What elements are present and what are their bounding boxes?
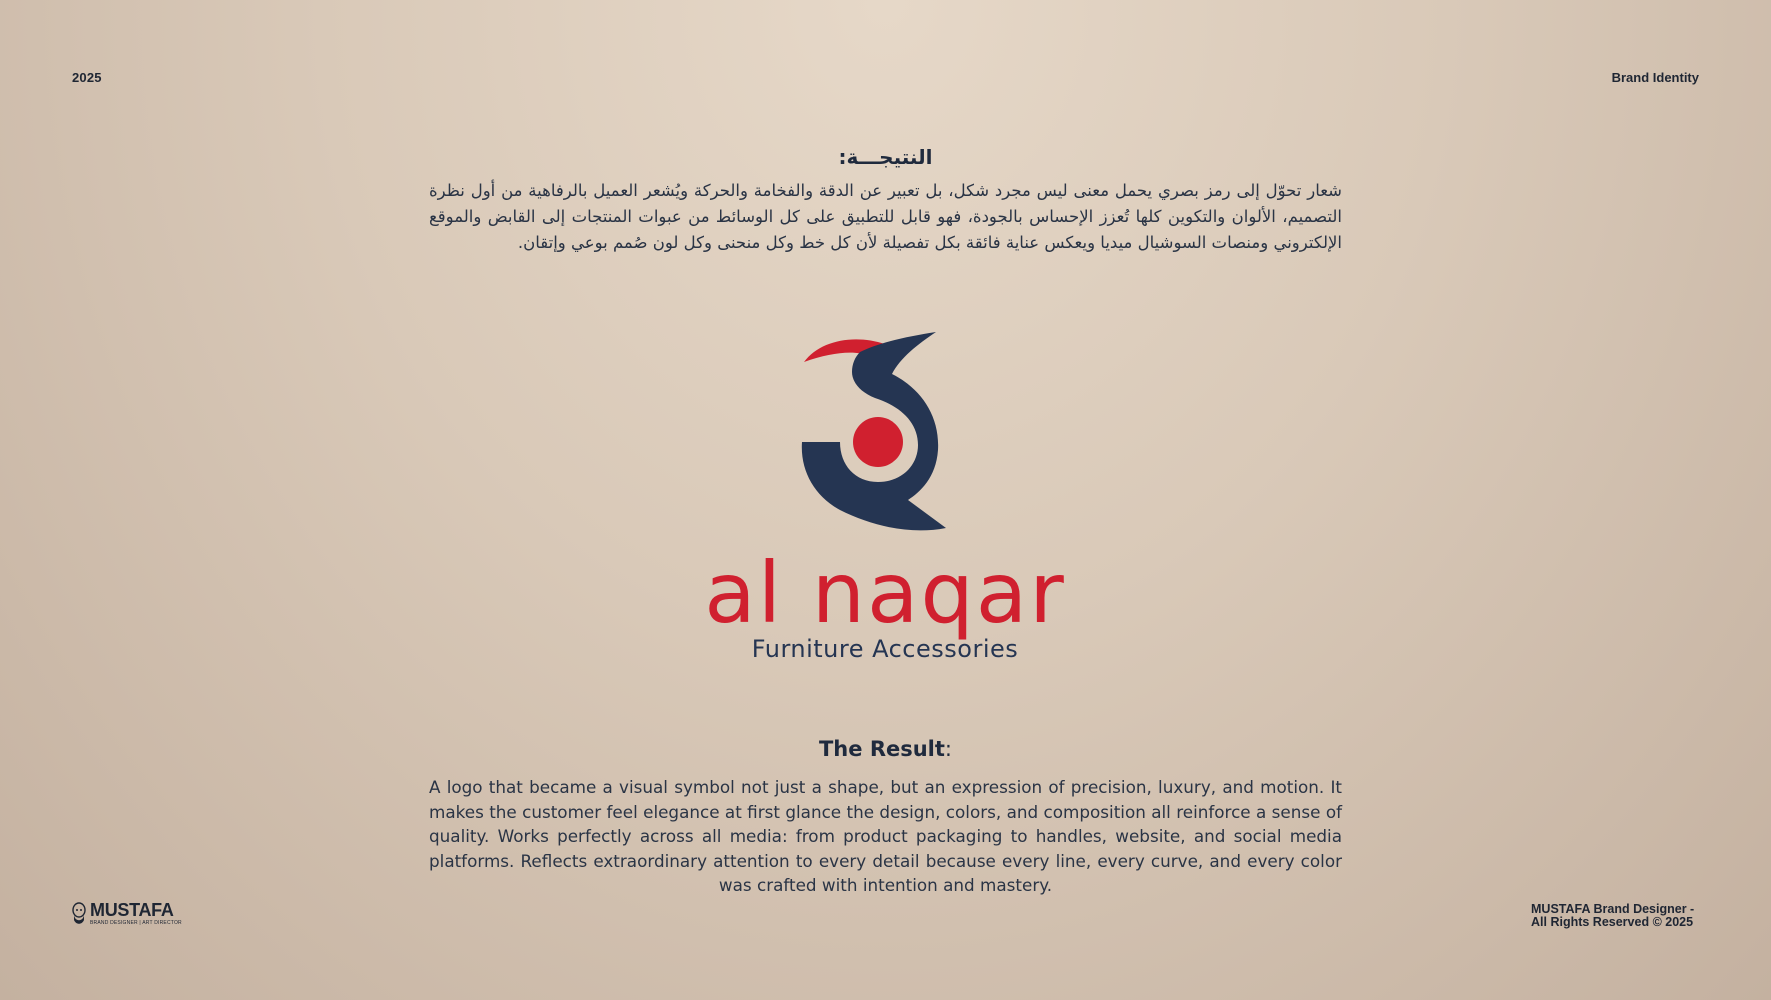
copyright-notice bbox=[1531, 903, 1694, 929]
logo-wordmark bbox=[660, 550, 1110, 640]
document-type-label: Brand Identity bbox=[1611, 70, 1699, 85]
arabic-result-text: شعار تحوّل إلى رمز بصري يحمل معنى ليس مجرد شكل، بل تعبير عن الدقة والفخامة والحركة ويُشعر العميل بالرفاهية من أول نظرة التصميم، الألوان والتكوين كلها تُعزز الإحساس بالجودة، فهو قابل للتطبيق على كل الوسائط من عبوات المنتجات إلى القابض والموقع الإلكتروني ومنصات السوشيال ميديا ويعكس عناية فائقة بكل تفصيلة لأن كل خط وكل منحنى وكل لون صُمم بوعي وإتقان. bbox=[429, 181, 1342, 252]
english-result-title-colon: : bbox=[944, 737, 952, 761]
designer-avatar-icon bbox=[72, 902, 86, 926]
logo-mark-icon bbox=[800, 330, 970, 535]
copyright-line-2: All Rights Reserved © 2025 bbox=[1531, 915, 1694, 929]
signature-role: BRAND DESIGNER | ART DIRECTOR bbox=[90, 920, 182, 926]
english-result-title-text: The Result bbox=[818, 737, 945, 761]
signature-name: MUSTAFA bbox=[90, 900, 174, 920]
brand-logo bbox=[660, 330, 1110, 675]
arabic-result-title: النتيجـــة: bbox=[838, 145, 933, 169]
english-result-text: A logo that became a visual symbol not just a shape, but an expression of precision, luxury, and motion. It makes the customer feel elegance at first glance the design, colors, and composition all reinforce a sense of quality. Works perfectly across all media: from product packaging to handles, website, and social media platforms. Reflects extraordinary attention to every detail because every line, every curve, and every color was crafted with intention and mastery. bbox=[429, 777, 1342, 895]
english-result-section bbox=[429, 735, 1342, 898]
designer-signature bbox=[72, 900, 182, 928]
year-label: 2025 bbox=[72, 70, 102, 85]
copyright-line-1: MUSTAFA Brand Designer - bbox=[1531, 902, 1695, 916]
logo-tagline: Furniture Accessories bbox=[751, 635, 1019, 663]
english-result-title bbox=[429, 735, 1342, 763]
signature-text bbox=[90, 901, 182, 927]
arabic-result-section bbox=[429, 144, 1342, 256]
svg-text:al naqar: al naqar bbox=[704, 550, 1066, 640]
